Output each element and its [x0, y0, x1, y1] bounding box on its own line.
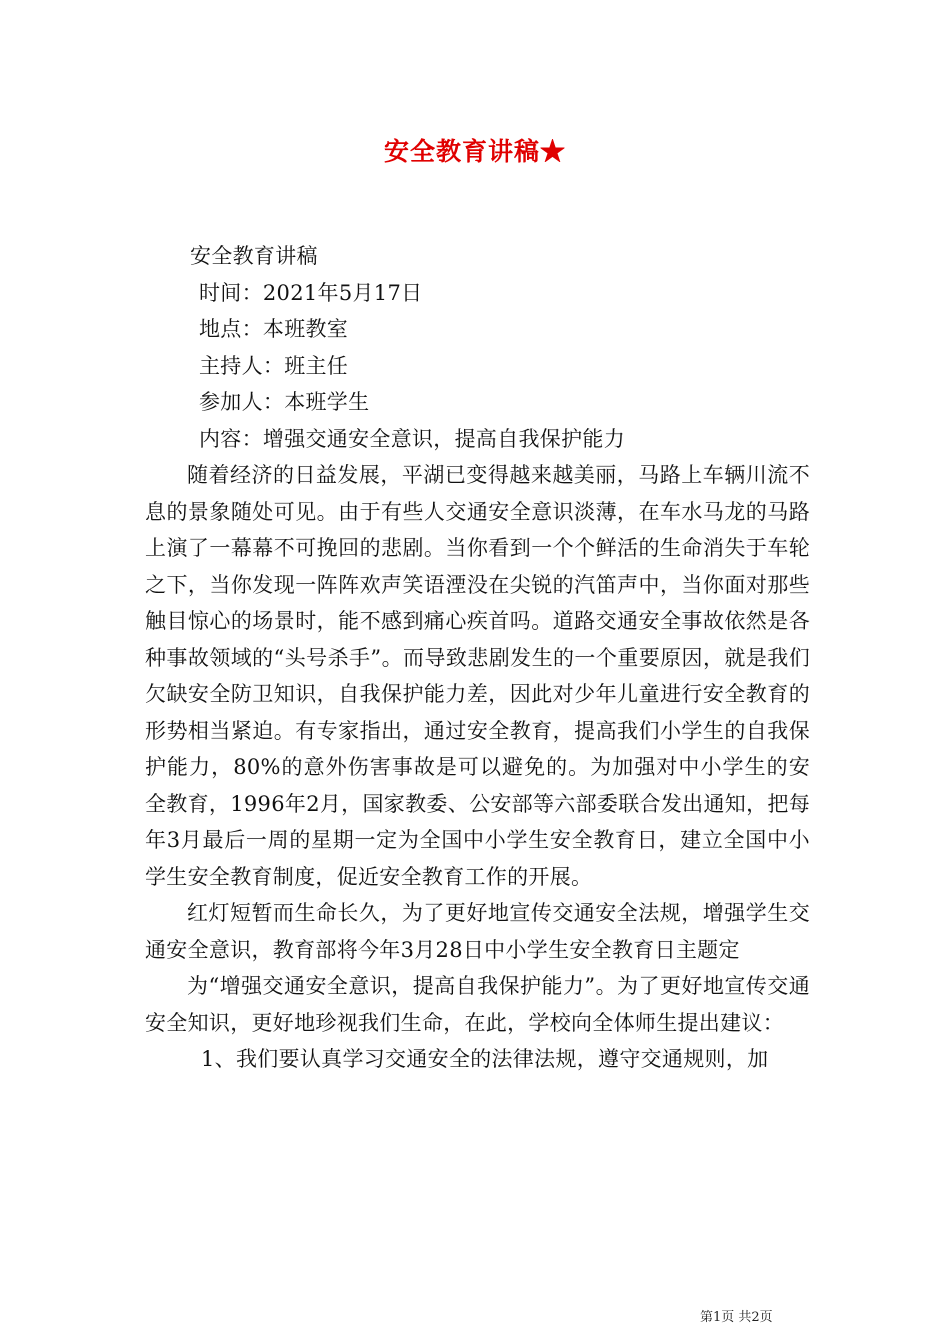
meta-content: 内容：增强交通安全意识，提高自我保护能力 [199, 426, 625, 451]
page-number: 第1页 共2页 [700, 1310, 773, 1325]
meta-place: 地点：本班教室 [199, 317, 349, 341]
document-subtitle: 安全教育讲稿 [190, 244, 318, 268]
paragraph-1: 随着经济的日益发展，平湖已变得越来越美丽，马路上车辆川流不息的景象随处可见。由于有些人交通安全意识淡薄，在车水马龙的马路上演了一幕幕不可挽回的悲剧。当你看到一个个鲜活的生命消失于车轮之下，当你发现一阵阵欢声笑语湮没在尖锐的汽笛声中，当你面对那些触目惊心的场景时，能不感到痛心疾首吗。道路交通安全事故依然是各种事故领域的“头号杀手”。而导致悲剧发生的一个重要原因，就是我们欠缺安全防卫知识，自我保护能力差，因此对少年儿童进行安全教育的形势相当紧迫。有专家指出，通过安全教育，提高我们小学生的自我保护能力，80%的意外伤害事故是可以避免的。为加强对中小学生的安全教育，1996年2月，国家教委、公安部等六部委联合发出通知，把每年3月最后一周的星期一定为全国中小学生安全教育日，建立全国中小学生安全教育制度，促近安全教育工作的开展。 [145, 463, 810, 889]
paragraph-3: 为“增强交通安全意识，提高自我保护能力”。为了更好地宣传交通安全知识，更好地珍视我们生命，在此，学校向全体师生提出建议： [145, 974, 810, 1035]
meta-time: 时间：2021年5月17日 [199, 280, 423, 305]
page-title: 安全教育讲稿★ [383, 137, 566, 166]
meta-host: 主持人：班主任 [199, 353, 349, 378]
document-body [145, 238, 810, 1078]
paragraph-2: 红灯短暂而生命长久，为了更好地宣传交通安全法规，增强学生交通安全意识，教育部将今年3月28日中小学生安全教育日主题定 [145, 901, 810, 962]
meta-participants: 参加人：本班学生 [199, 390, 370, 414]
list-item-1: 1、我们要认真学习交通安全的法律法规，遵守交通规则，加 [201, 1047, 769, 1071]
